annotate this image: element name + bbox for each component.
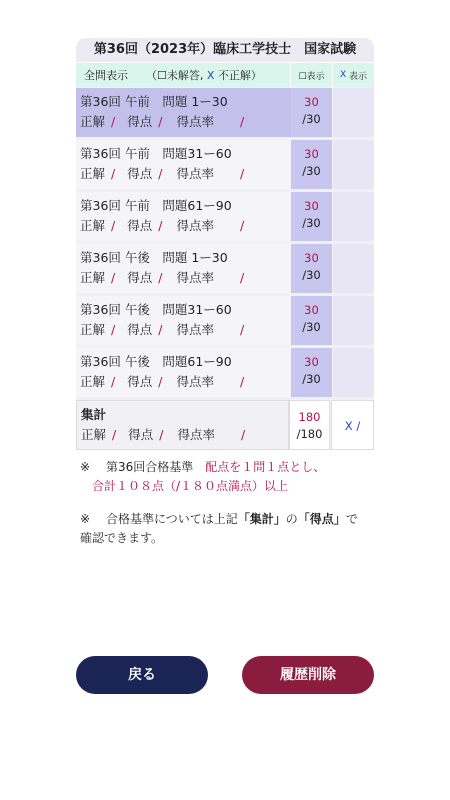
section-row[interactable] xyxy=(76,296,374,345)
summary-x-result[interactable]: X / xyxy=(331,400,374,450)
page-title: 第36回（2023年）臨床工学技士 国家試験 xyxy=(76,38,374,62)
section-row[interactable] xyxy=(76,140,374,189)
section-x-cell[interactable] xyxy=(333,296,374,345)
section-label: 第36回 午後 問題61ー90 xyxy=(80,354,232,369)
pass-criteria-note: ※ 第36回合格基準 配点を１問１点とし、 合計１０８点（/１８０点満点）以上 xyxy=(80,460,326,493)
section-score: 30 /30 xyxy=(291,140,332,189)
x-icon: X xyxy=(339,70,347,80)
section-row[interactable] xyxy=(76,348,374,397)
summary-stats: 正解 / 得点 / 得点率 / xyxy=(81,427,246,442)
section-stats: 正解 / 得点 / 得点率 / xyxy=(80,166,245,181)
section-x-cell[interactable] xyxy=(333,192,374,241)
section-score: 30 /30 xyxy=(291,88,332,137)
delete-history-button[interactable]: 履歴削除 xyxy=(242,656,374,694)
section-row[interactable] xyxy=(76,192,374,241)
section-stats: 正解 / 得点 / 得点率 / xyxy=(80,374,245,389)
section-label: 第36回 午前 問題61ー90 xyxy=(80,198,232,213)
section-x-cell[interactable] xyxy=(333,88,374,137)
section-score: 30 /30 xyxy=(291,244,332,293)
section-label: 第36回 午後 問題 1ー30 xyxy=(80,250,228,265)
section-score: 30 /30 xyxy=(291,296,332,345)
filter-header xyxy=(76,62,374,87)
summary-row xyxy=(76,400,374,450)
summary-note: ※ 合格基準については上記「集計」の「得点」で 確認できます。 xyxy=(80,512,358,545)
section-stats: 正解 / 得点 / 得点率 / xyxy=(80,270,245,285)
section-row[interactable] xyxy=(76,88,374,137)
section-label: 第36回 午後 問題31ー60 xyxy=(80,302,232,317)
x-legend-icon: X xyxy=(206,69,215,82)
section-label: 第36回 午前 問題 1ー30 xyxy=(80,94,228,109)
summary-label: 集計 xyxy=(81,407,107,422)
show-all-button[interactable] xyxy=(76,63,290,87)
section-x-cell[interactable] xyxy=(333,140,374,189)
show-incorrect-button[interactable]: X 表示 xyxy=(332,63,374,87)
section-label: 第36回 午前 問題31ー60 xyxy=(80,146,232,161)
section-row[interactable] xyxy=(76,244,374,293)
section-x-cell[interactable] xyxy=(333,244,374,293)
section-stats: 正解 / 得点 / 得点率 / xyxy=(80,322,245,337)
legend: （☐未解答, X 不正解） xyxy=(146,69,262,82)
summary-score: 180 /180 xyxy=(289,400,330,450)
section-score: 30 /30 xyxy=(291,348,332,397)
section-stats: 正解 / 得点 / 得点率 / xyxy=(80,218,245,233)
show-unanswered-button[interactable]: ☐表示 xyxy=(290,63,332,87)
show-all-label: 全問表示 xyxy=(84,69,128,82)
section-stats: 正解 / 得点 / 得点率 / xyxy=(80,114,245,129)
results-card xyxy=(76,38,374,450)
section-score: 30 /30 xyxy=(291,192,332,241)
back-button[interactable]: 戻る xyxy=(76,656,208,694)
section-x-cell[interactable] xyxy=(333,348,374,397)
